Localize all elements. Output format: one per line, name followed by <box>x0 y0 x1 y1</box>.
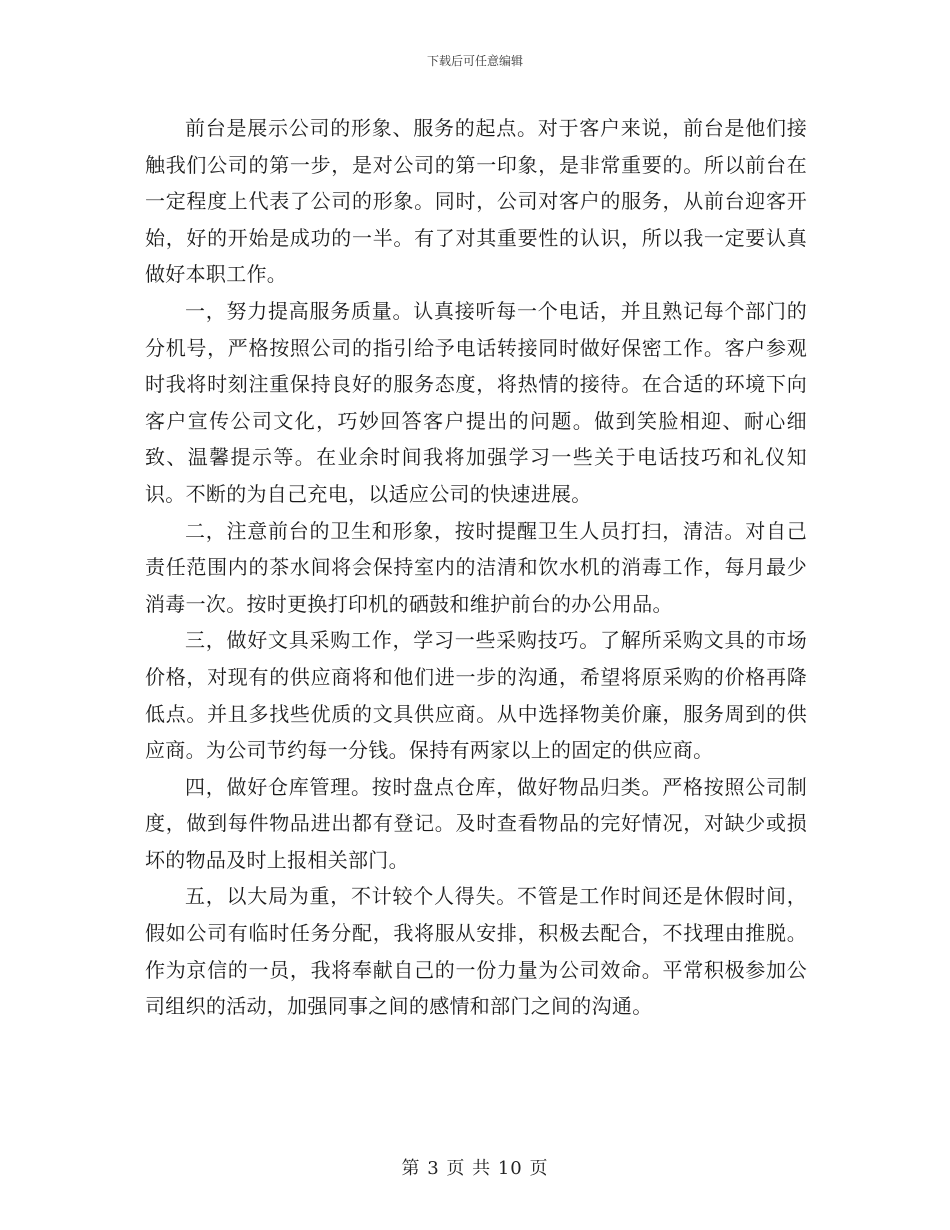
intro-paragraph: 前台是展示公司的形象、服务的起点。对于客户来说，前台是他们接触我们公司的第一步，是对公司的第一印象，是非常重要的。所以前台在一定程度上代表了公司的形象。同时，公司对客户的服务，从前台迎客开始，好的开始是成功的一半。有了对其重要性的认识，所以我一定要认真做好本职工作。 <box>145 116 807 287</box>
item-four-paragraph: 四，做好仓库管理。按时盘点仓库，做好物品归类。严格按照公司制度，做到每件物品进出都有登记。及时查看物品的完好情况，对缺少或损坏的物品及时上报相关部门。 <box>145 774 807 872</box>
item-five-paragraph: 五，以大局为重，不计较个人得失。不管是工作时间还是休假时间，假如公司有临时任务分配，我将服从安排，积极去配合，不找理由推脱。作为京信的一员，我将奉献自己的一份力量为公司效命。平常积极参加公司组织的活动，加强同事之间的感情和部门之间的沟通。 <box>145 884 807 1019</box>
page-header: 下载后可任意编辑 <box>426 54 523 68</box>
item-three-paragraph: 三，做好文具采购工作，学习一些采购技巧。了解所采购文具的市场价格，对现有的供应商将和他们进一步的沟通，希望将原采购的价格再降低点。并且多找些优质的文具供应商。从中选择物美价廉，服务周到的供应商。为公司节约每一分钱。保持有两家以上的固定的供应商。 <box>145 628 807 763</box>
item-two-paragraph: 二，注意前台的卫生和形象，按时提醒卫生人员打扫，清洁。对自己责任范围内的茶水间将会保持室内的洁清和饮水机的消毒工作，每月最少消毒一次。按时更换打印机的硒鼓和维护前台的办公用品。 <box>145 518 807 616</box>
document-body <box>145 110 807 1025</box>
page-number-footer: 第 3 页 共 10 页 <box>401 1158 549 1179</box>
item-one-paragraph: 一，努力提高服务质量。认真接听每一个电话，并且熟记每个部门的分机号，严格按照公司的指引给予电话转接同时做好保密工作。客户参观时我将时刻注重保持良好的服务态度，将热情的接待。在合适的环境下向客户宣传公司文化，巧妙回答客户提出的问题。做到笑脸相迎、耐心细致、温馨提示等。在业余时间我将加强学习一些关于电话技巧和礼仪知识。不断的为自己充电，以适应公司的快速进展。 <box>145 298 807 506</box>
